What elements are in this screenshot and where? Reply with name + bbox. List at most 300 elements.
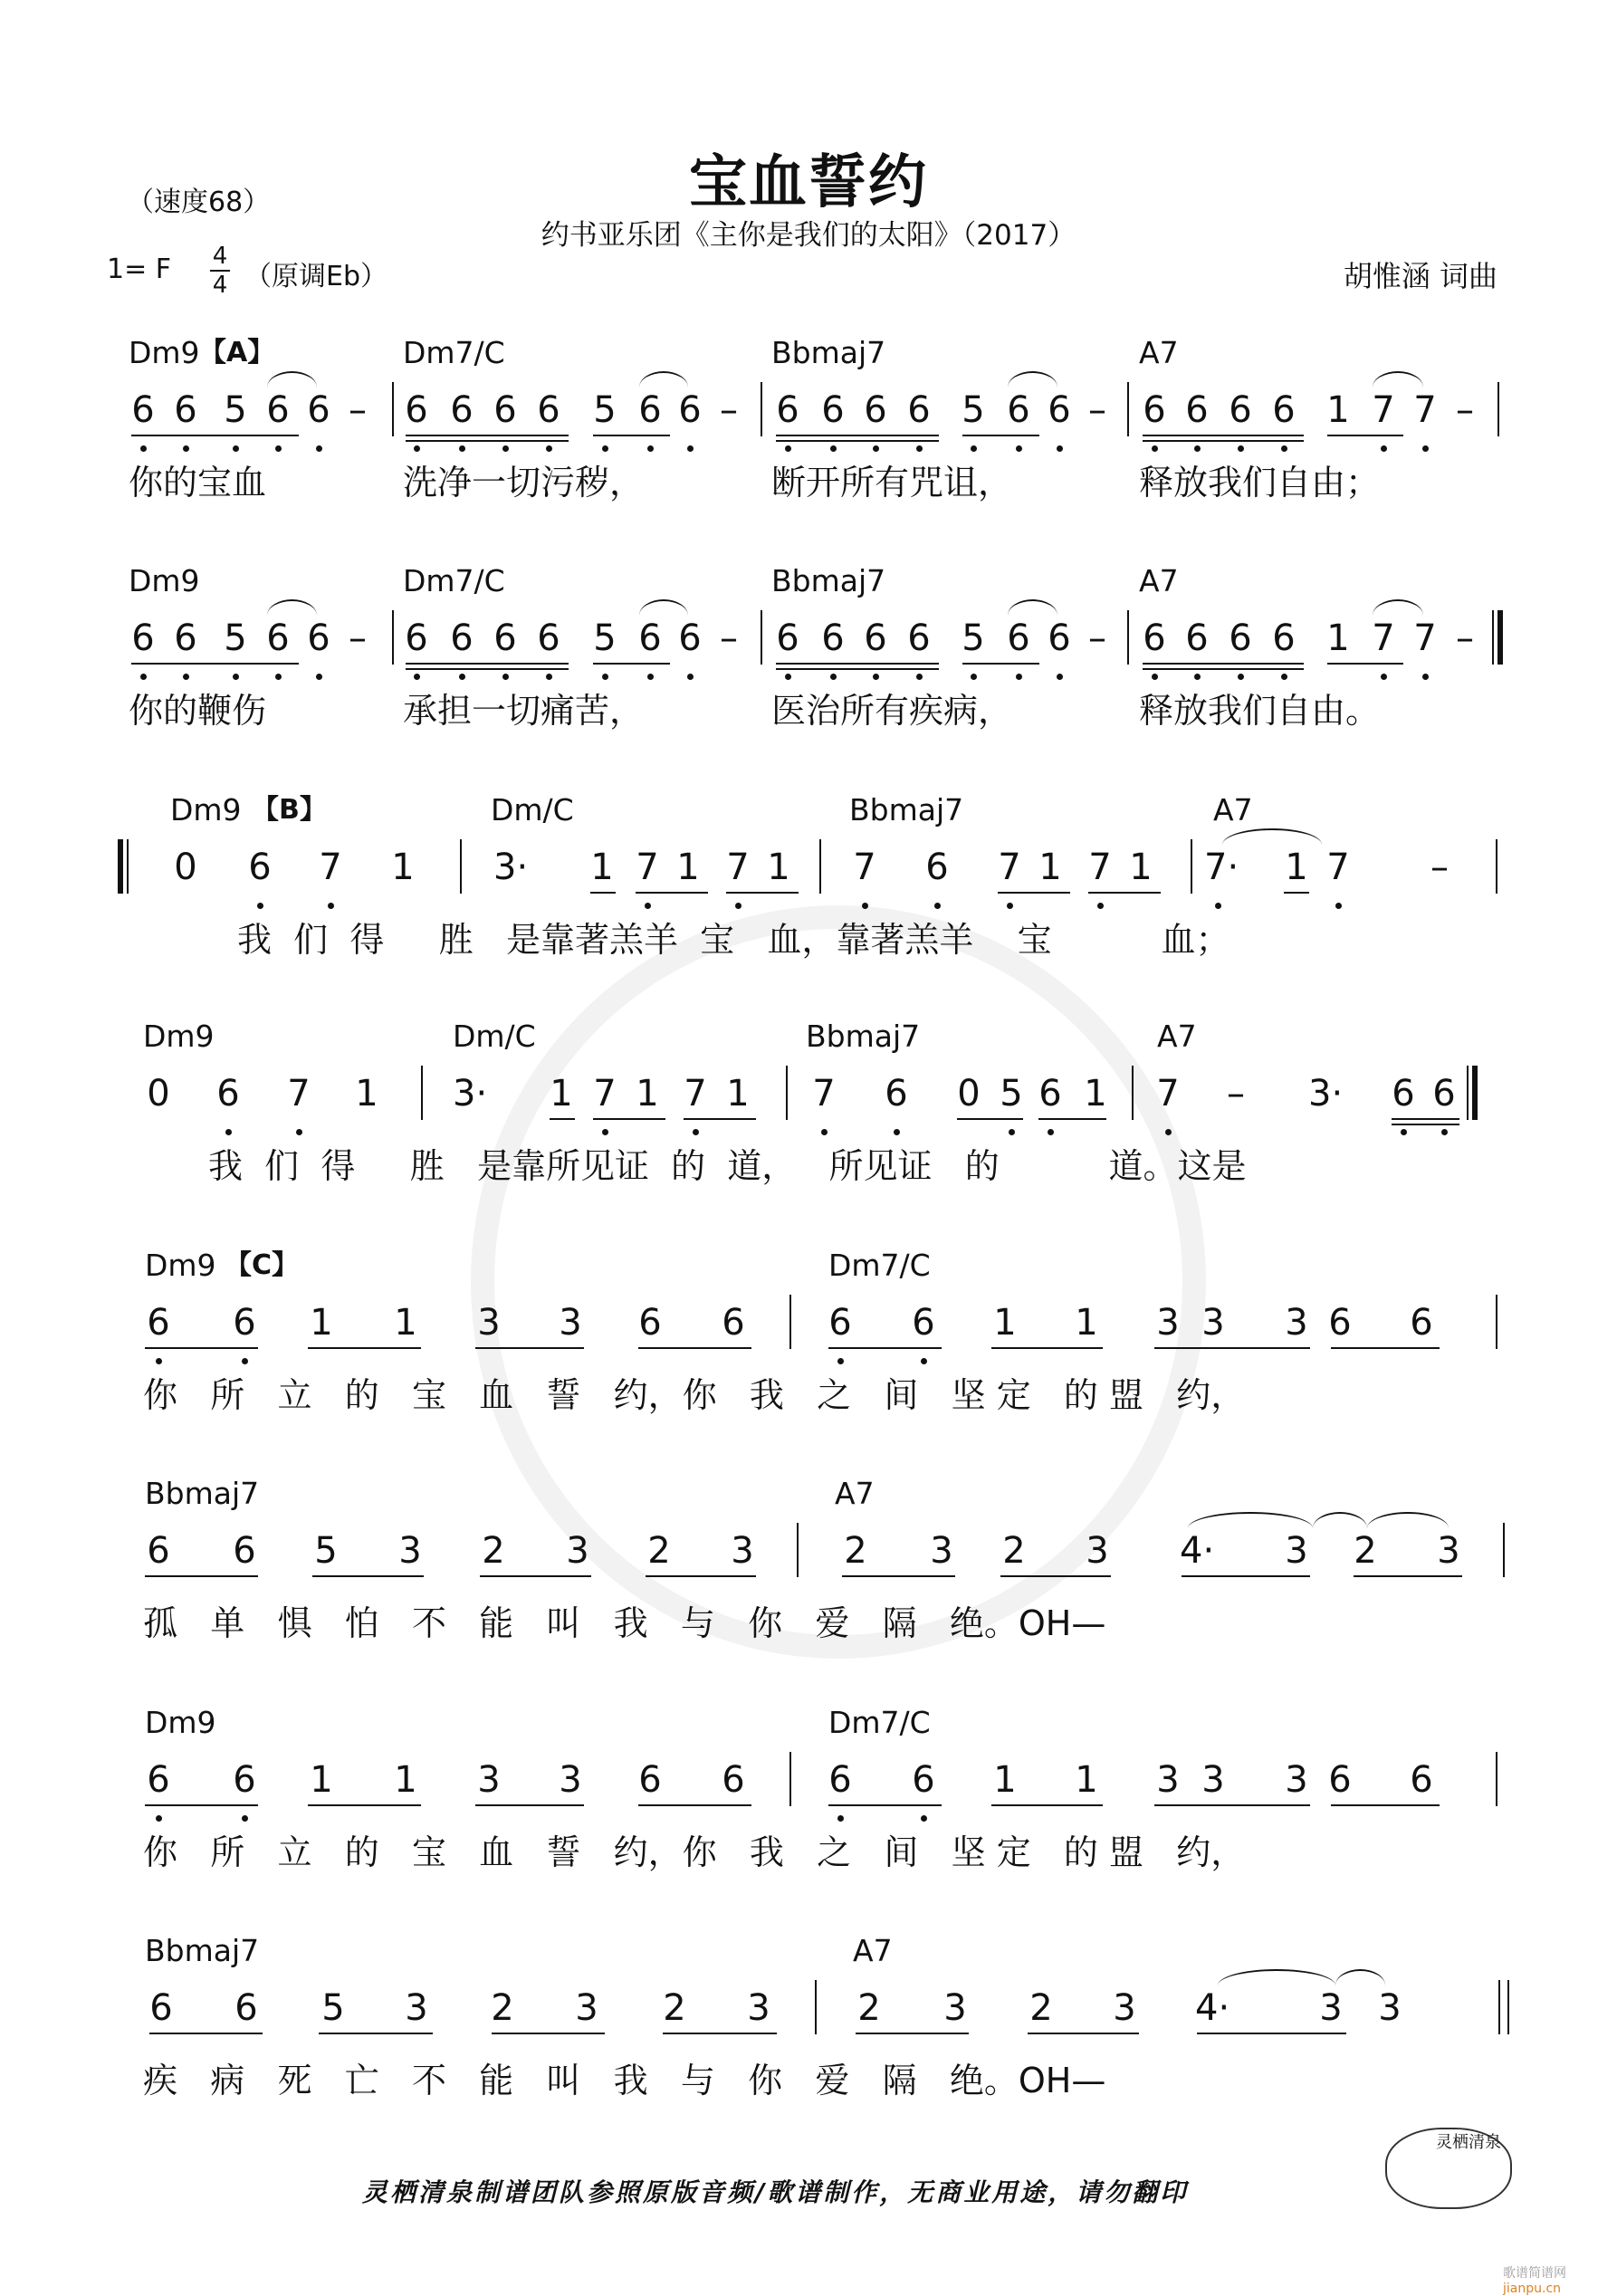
note: 5 [962,389,985,431]
note: 6 [1143,617,1166,659]
sustain-dash: – [349,617,367,659]
note: 7 [1372,617,1395,659]
barline [392,382,394,436]
note: 6 [1229,617,1252,659]
lower-octave-dot [140,445,147,452]
beam-underline [1284,892,1309,894]
lower-octave-dot [296,1129,302,1135]
chord-symbol: Dm7/C [403,563,505,598]
note: 5 [593,389,617,431]
note: 6 [216,1073,240,1115]
tie-arc [1008,599,1057,616]
note: 2 [482,1530,505,1572]
beam-underline [406,668,569,670]
note: 6 [266,617,290,659]
chord-symbol: Bbmaj7 [771,563,886,598]
note: 3 [930,1530,953,1572]
beam-underline [776,435,939,436]
note: 0 [957,1073,981,1115]
sustain-dash: – [1088,389,1106,431]
note: 6 [638,617,662,659]
lower-octave-dot [414,445,420,452]
barline [1497,382,1499,436]
sustain-dash: – [720,389,738,431]
note: 3· [493,847,529,888]
chord-symbol: Dm9 [129,335,200,370]
note: 6 [233,1759,256,1801]
note: 1 [1075,1302,1098,1344]
note: 1 [1075,1759,1098,1801]
beam-underline [776,668,939,670]
note: 6 [828,1302,852,1344]
lyric-text: 释放我们自由。 [1139,691,1381,731]
note: 5 [224,389,247,431]
beam-underline [406,435,569,436]
note: 4· [1195,1987,1230,2029]
lower-octave-dot [1009,1129,1015,1135]
score-line-4 [0,1019,1617,1236]
repeat-start-barline [118,839,129,894]
note: 1 [726,1073,750,1115]
tie-arc [1373,599,1423,616]
beam-underline [492,2033,605,2034]
note: 2 [491,1987,514,2029]
lower-octave-dot [873,445,879,452]
lyric-text: 疾 病 死 亡 不 能 叫 我 与 你 爱 隔 绝。OH— [143,2061,1106,2100]
lyric-text: 你的宝血 [129,463,267,502]
chord-symbol: A7 [1157,1019,1197,1054]
barline [460,839,462,894]
barline [815,1980,817,2034]
song-title: 宝血誓约 [689,149,928,216]
note: 2 [663,1987,686,2029]
note: 3 [1201,1302,1225,1344]
beam-underline [828,1804,942,1806]
lower-octave-dot [645,903,651,909]
lower-octave-dot [502,674,509,680]
beam-underline [1182,1575,1310,1577]
note: 3 [1201,1759,1225,1801]
beam-underline [1392,1124,1459,1125]
note: 5 [962,617,985,659]
lower-octave-dot [257,903,263,909]
note: 1 [1326,617,1350,659]
note: 1 [1129,847,1153,888]
lower-octave-dot [1194,674,1201,680]
chord-symbol: Bbmaj7 [849,792,964,828]
beam-underline [145,1347,258,1349]
lower-octave-dot [785,445,791,452]
lyric-text: 你的鞭伤 [129,691,267,731]
note: 7 [593,1073,617,1115]
beam-underline [856,2033,969,2034]
beam-underline [593,435,670,436]
barline [392,610,394,665]
note: 7 [1088,847,1112,888]
beam-underline [475,1347,584,1349]
barline [1496,1752,1497,1806]
chord-symbol: Dm9 [129,563,200,598]
lower-octave-dot [1194,445,1201,452]
lower-octave-dot [647,674,654,680]
note: 6 [307,617,330,659]
tie-arc [639,371,688,387]
note: 6 [147,1302,170,1344]
lower-octave-dot [1152,674,1158,680]
beam-underline [593,663,670,665]
note: 3 [1113,1987,1136,2029]
note: 6 [907,389,931,431]
note: 6 [828,1759,852,1801]
chord-symbol: Bbmaj7 [771,335,886,370]
lower-octave-dot [837,1815,844,1822]
barline [1503,1523,1505,1577]
beam-underline [406,440,569,442]
note: 6 [638,1302,662,1344]
note: 6 [638,389,662,431]
lower-octave-dot [1165,1129,1172,1135]
lower-octave-dot [1152,445,1158,452]
beam-underline [1154,1804,1310,1806]
lower-octave-dot [687,445,694,452]
lower-octave-dot [1335,903,1342,909]
barline [761,610,762,665]
note: 6 [537,389,560,431]
original-key: （原调Eb） [244,261,388,292]
beam-underline [991,1347,1103,1349]
beam-underline [1028,2033,1139,2034]
note: 3 [1156,1302,1180,1344]
note: 6 [493,617,517,659]
lower-octave-dot [916,445,923,452]
note: 6 [405,389,428,431]
author-credit: 胡惟涵 词曲 [1343,259,1497,293]
lower-octave-dot [1057,674,1063,680]
lower-octave-dot [459,445,465,452]
lower-octave-dot [225,1129,232,1135]
beam-underline [776,440,939,442]
barline [421,1066,423,1120]
note: 6 [1143,389,1166,431]
note: 7 [812,1073,836,1115]
beam-underline [1143,668,1304,670]
barline [1127,610,1129,665]
site-name-en: jianpu.cn [1503,2282,1562,2296]
beam-underline [962,663,1039,665]
note: 7 [684,1073,707,1115]
tie-arc [267,371,317,387]
lower-octave-dot [687,674,694,680]
beam-underline [1327,435,1403,436]
lower-octave-dot [1281,445,1287,452]
beam-underline [1038,1118,1106,1120]
barline [761,382,762,436]
note: 6 [1185,389,1209,431]
lyric-text: 洗净一切污秽， [403,463,645,502]
note: 1 [993,1759,1017,1801]
note: 6 [821,617,845,659]
note: 6 [776,389,799,431]
score-line-5 [0,1248,1617,1465]
note: 3· [1308,1073,1344,1115]
tie-arc [1335,1969,1385,1985]
lower-octave-dot [785,674,791,680]
note: 6 [638,1759,662,1801]
rehearsal-mark: 【A】 [199,337,275,368]
lower-octave-dot [602,445,608,452]
note: 7 [1413,389,1437,431]
note: 6 [925,847,949,888]
lower-octave-dot [1048,1129,1054,1135]
chord-symbol: A7 [835,1476,875,1511]
note: 6 [1007,617,1030,659]
score-line-3 [0,792,1617,1009]
note: 6 [493,389,517,431]
note: 6 [1410,1759,1433,1801]
lower-octave-dot [1422,674,1429,680]
note: 6 [174,389,197,431]
note: 6 [1328,1759,1352,1801]
tie-arc [639,599,688,616]
lower-octave-dot [916,674,923,680]
beam-underline [638,1347,751,1349]
lower-octave-dot [156,1815,162,1822]
beam-underline [842,1575,955,1577]
barline [1496,1295,1497,1349]
beam-underline [1088,892,1161,894]
note: 1 [636,1073,659,1115]
note: 7 [853,847,876,888]
note: 6 [864,389,887,431]
chord-symbol: Dm/C [491,792,574,828]
note: 3 [1285,1759,1308,1801]
note: 1 [310,1302,333,1344]
time-signature-bottom: 4 [212,272,228,299]
lower-octave-dot [821,1129,828,1135]
beam-underline [149,2033,263,2034]
barline [789,1295,791,1349]
tie-arc [1008,371,1057,387]
note: 6 [450,389,474,431]
note: 6 [131,389,155,431]
note: 7 [726,847,750,888]
lower-octave-dot [735,903,742,909]
note: 0 [147,1073,170,1115]
lyric-text: 你 所 立 的 宝 血 誓 约，你 我 之 间 坚 定 的 盟 约， [143,1375,1246,1415]
note: 2 [1002,1530,1026,1572]
note: 7 [319,847,342,888]
lower-octave-dot [830,674,837,680]
note: 6 [1229,389,1252,431]
note: 3 [1285,1302,1308,1344]
chord-symbol: A7 [1139,563,1179,598]
note: 6 [1410,1302,1433,1344]
note: 6 [1185,617,1209,659]
site-name-cn: 歌谱简谱网 [1503,2266,1566,2281]
sustain-dash: – [1456,617,1474,659]
note: 7 [1372,389,1395,431]
beam-underline [590,892,616,894]
note: 3 [559,1759,582,1801]
note: 6 [821,389,845,431]
beam-underline [145,1804,258,1806]
sustain-dash: – [1088,617,1106,659]
sustain-dash: – [1456,389,1474,431]
tempo-marking: （速度68） [127,187,271,218]
double-barline [1498,1980,1509,2034]
note: 1 [1084,1073,1107,1115]
lower-octave-dot [934,903,941,909]
score-line-7 [0,1705,1617,1922]
lower-octave-dot [275,445,282,452]
note: 5 [1000,1073,1023,1115]
note: 6 [233,1302,256,1344]
lower-octave-dot [894,1129,900,1135]
note: 3 [477,1302,501,1344]
note: 6 [1048,389,1071,431]
note: 1 [1326,389,1350,431]
beam-underline [957,1118,1023,1120]
sustain-dash: – [720,617,738,659]
note: 1 [767,847,790,888]
lower-octave-dot [602,1129,608,1135]
lower-octave-dot [602,674,608,680]
note: 6 [147,1530,170,1572]
barline [797,1523,799,1577]
lower-octave-dot [693,1129,699,1135]
note: 6 [864,617,887,659]
note: 6 [307,389,330,431]
note: 2 [647,1530,671,1572]
beam-underline [145,1575,258,1577]
lower-octave-dot [1238,674,1244,680]
note: 3 [559,1302,582,1344]
beam-underline [1154,1347,1310,1349]
note: 2 [857,1987,881,2029]
note: 6 [722,1302,745,1344]
note: 5 [593,617,617,659]
barline [786,1066,788,1120]
lower-octave-dot [921,1358,927,1364]
note: 7 [998,847,1021,888]
lower-octave-dot [546,674,552,680]
note: 3 [1156,1759,1180,1801]
note: 3 [1378,1987,1402,2029]
lower-octave-dot [1057,445,1063,452]
chord-symbol: Dm9 [143,1019,215,1054]
lyric-text: 断开所有咒诅， [771,463,1013,502]
lower-octave-dot [183,674,189,680]
lower-octave-dot [502,445,509,452]
note: 6 [907,617,931,659]
note: 6 [537,617,560,659]
beam-underline [991,1804,1103,1806]
note: 1 [676,847,700,888]
lyric-text: 孤 单 惧 怕 不 能 叫 我 与 你 爱 隔 绝。OH— [143,1603,1106,1643]
note: 6 [149,1987,173,2029]
note: 2 [1029,1987,1053,2029]
beam-underline [776,663,939,665]
beam-underline [1392,1118,1459,1120]
note: 6 [912,1302,935,1344]
note: 6 [1038,1073,1062,1115]
score-line-6 [0,1476,1617,1693]
time-signature [210,244,230,297]
chord-symbol: Dm7/C [828,1248,931,1283]
beam-underline [998,892,1070,894]
score-line-2 [0,563,1617,780]
sustain-dash: – [1227,1073,1245,1115]
note: 7 [1326,847,1350,888]
lower-octave-dot [233,445,239,452]
note: 0 [174,847,197,888]
sustain-dash: – [349,389,367,431]
beam-underline [646,1575,756,1577]
barline [1127,382,1129,436]
lower-octave-dot [1441,1129,1448,1135]
chord-symbol: Dm/C [453,1019,536,1054]
note: 6 [174,617,197,659]
lower-octave-dot [1007,903,1013,909]
note: 6 [248,847,272,888]
lower-octave-dot [183,445,189,452]
note: 6 [131,617,155,659]
note: 6 [678,617,702,659]
tie-arc [1218,1969,1335,1985]
chord-symbol: Bbmaj7 [145,1933,260,1968]
lower-octave-dot [1281,674,1287,680]
beam-underline [312,1575,424,1577]
beam-underline [550,1118,575,1120]
note: 5 [321,1987,345,2029]
rehearsal-mark: 【C】 [225,1249,300,1281]
sustain-dash: – [1430,847,1449,888]
repeat-end-barline [1467,1066,1478,1120]
key-signature: 1= F [107,254,172,285]
note: 7· [1204,847,1239,888]
lower-octave-dot [1215,903,1221,909]
lower-octave-dot [1381,445,1387,452]
note: 6 [722,1759,745,1801]
note: 3 [405,1987,428,2029]
note: 1 [394,1302,417,1344]
lower-octave-dot [837,1358,844,1364]
note: 5 [224,617,247,659]
beam-underline [828,1347,942,1349]
tie-arc [267,599,317,616]
beam-underline [1327,663,1403,665]
lower-octave-dot [971,445,977,452]
note: 1 [310,1759,333,1801]
beam-underline [962,435,1039,436]
note: 6 [405,617,428,659]
lyric-text: 医治所有疾病， [771,691,1013,731]
beam-underline [593,1118,665,1120]
beam-underline [638,1804,751,1806]
beam-underline [726,892,799,894]
tie-arc [1373,371,1423,387]
note: 3 [731,1530,754,1572]
note: 6 [912,1759,935,1801]
chord-symbol: Dm7/C [403,335,505,370]
beam-underline [1000,1575,1111,1577]
note: 1 [1285,847,1308,888]
beam-underline [480,1575,591,1577]
note: 1 [590,847,614,888]
chord-symbol: A7 [1139,335,1179,370]
note: 5 [314,1530,338,1572]
note: 6 [885,1073,908,1115]
